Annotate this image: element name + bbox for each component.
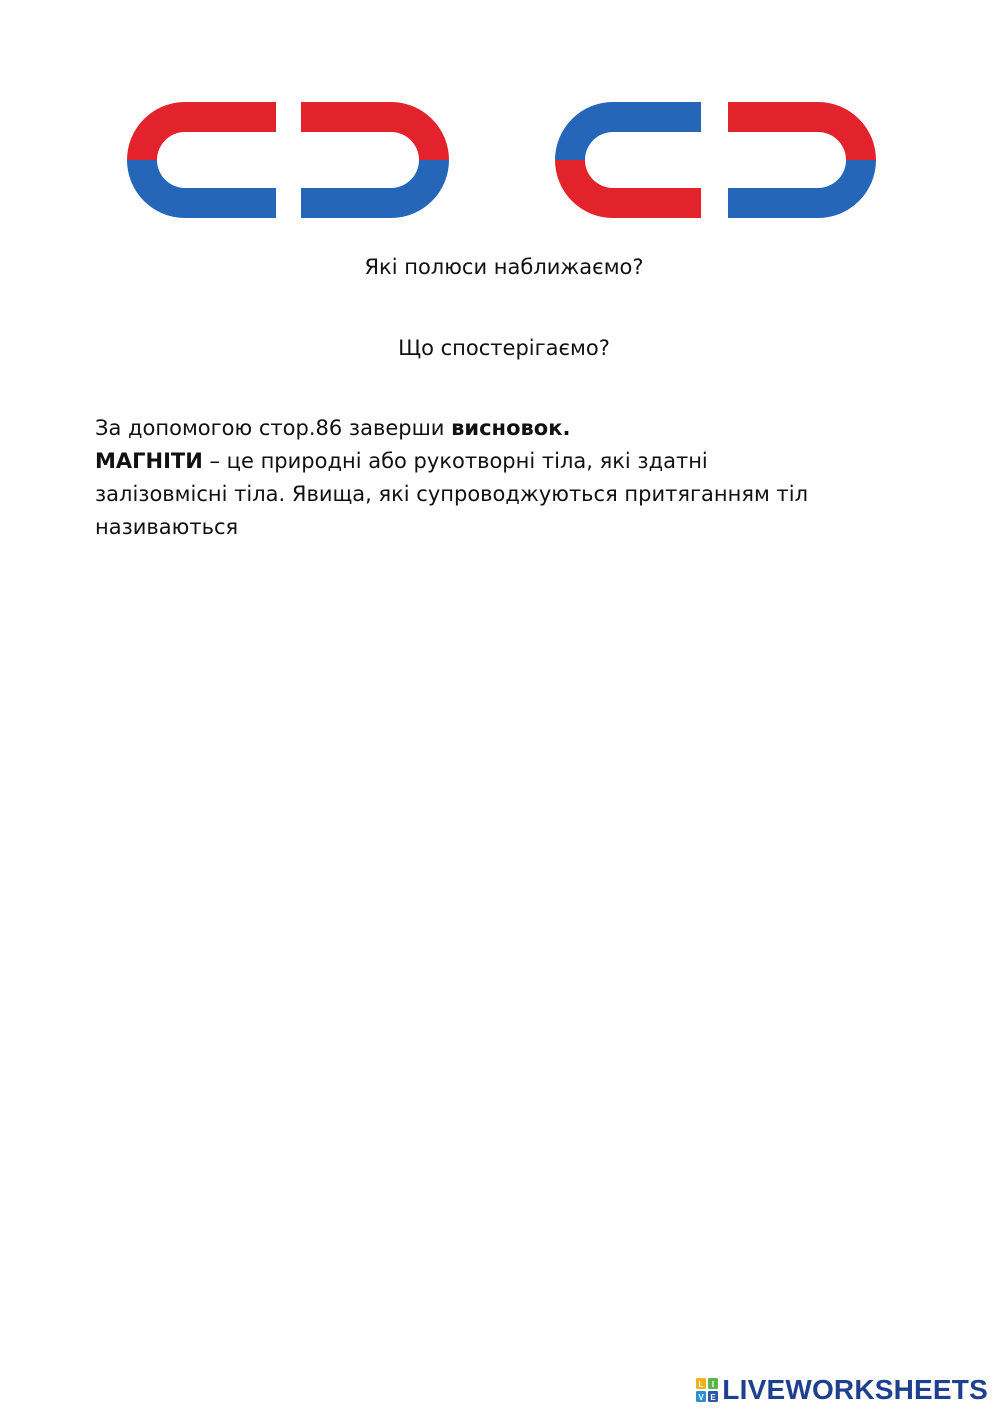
svg-text:V: V — [698, 1393, 704, 1402]
question-poles: Які полюси наближаємо? — [364, 255, 644, 279]
conclusion-line-2: залізовмісні тіла. Явища, які супроводжуються притяганням тіл — [95, 482, 808, 506]
liveworksheets-logo — [696, 1374, 988, 1406]
liveworksheets-wordmark: LIVEWORKSHEETS — [722, 1374, 988, 1405]
magnet-1-right-top-pole — [301, 102, 449, 160]
svg-text:L: L — [698, 1380, 704, 1389]
conclusion-instruction — [95, 412, 915, 445]
svg-text:E: E — [710, 1393, 716, 1402]
conclusion-line-1 — [95, 445, 915, 478]
term-magnets: МАГНІТИ — [95, 449, 203, 473]
magnet-shading — [127, 102, 276, 218]
instruction-text: За допомогою стор.86 заверши — [95, 416, 452, 440]
question-observe: Що спостерігаємо? — [398, 336, 610, 360]
magnet-1-right-bottom-pole — [301, 160, 449, 218]
magnet-pair-2-left — [555, 102, 701, 218]
magnet-2-left-bottom-pole — [555, 160, 701, 218]
conclusion-block — [95, 412, 915, 544]
liveworksheets-icon — [696, 1378, 718, 1402]
magnet-2-right-bottom-pole — [728, 160, 876, 218]
instruction-bold: висновок. — [451, 416, 571, 440]
magnets-illustration — [0, 0, 1000, 240]
line-1-text: – це природні або рукотворні тіла, які здатні — [202, 449, 708, 473]
conclusion-line-3: називаються — [95, 515, 239, 539]
magnet-2-right-top-pole — [728, 102, 876, 160]
magnet-pair-1-right — [301, 102, 449, 218]
magnet-pair-2-right — [728, 102, 876, 218]
svg-text:I: I — [712, 1380, 715, 1389]
magnet-2-left-top-pole — [555, 102, 701, 160]
